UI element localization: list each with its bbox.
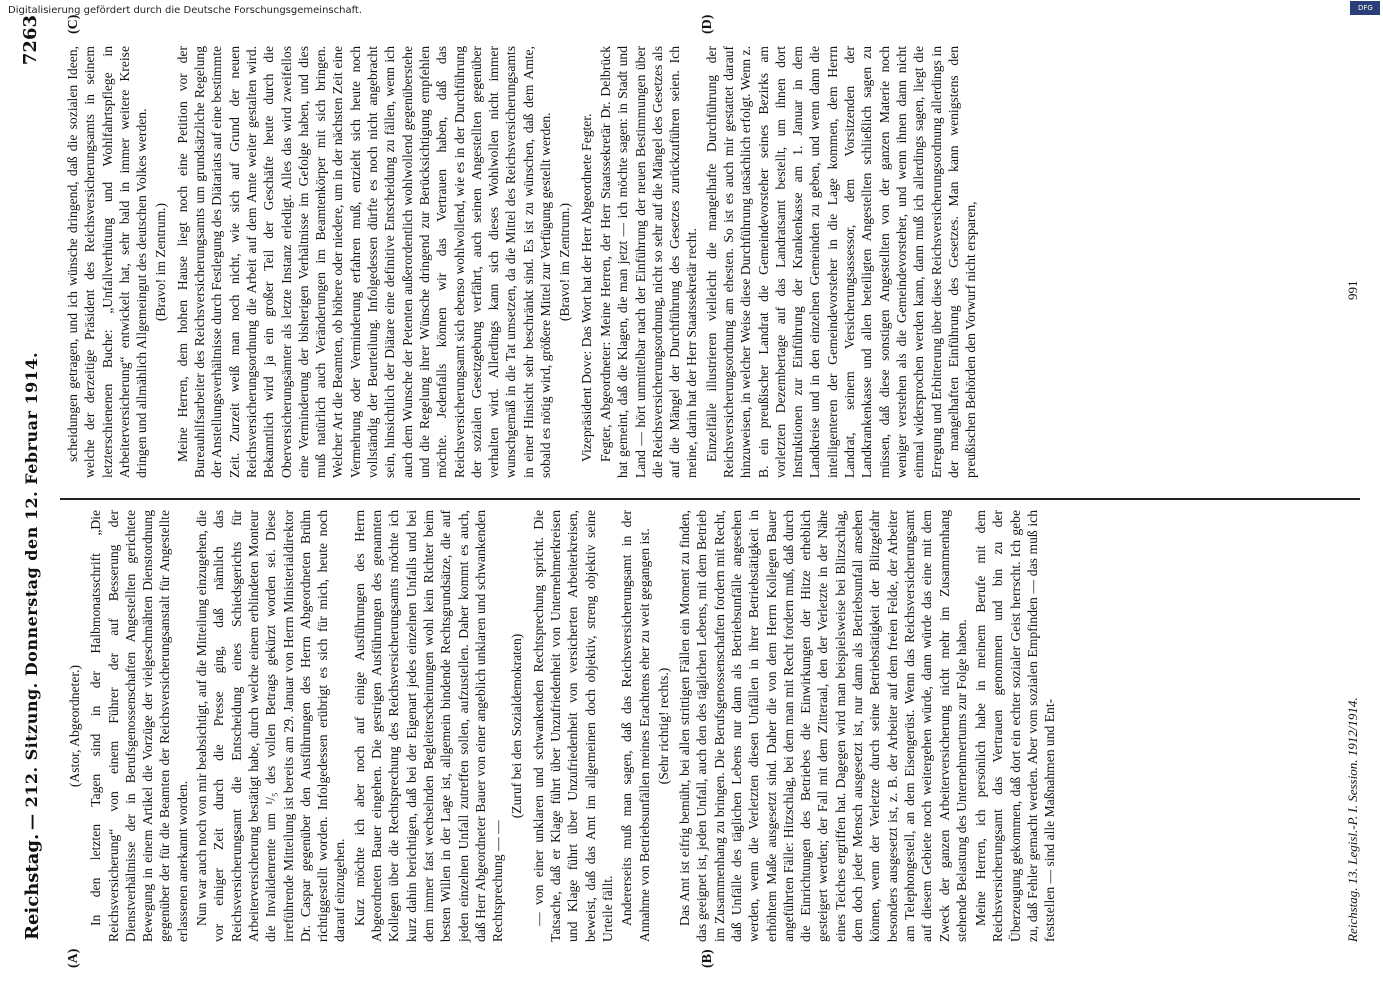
interjection: (Zuruf bei den Sozialdemokraten) — [509, 633, 525, 819]
footer-session: Reichstag. 13. Legisl.-P. I. Session. 1912/1914. — [1345, 697, 1360, 942]
paragraph: In den letzten Tagen sind in der Halbmonatsschrift „Die Reichsversicherung“ von einem Führer der auf Besserung der Dienstverhältnisse der in Berufsgenossenschaften Angestellten gerichtete Bewegung in einem Artikel die Vorzüge der vielgeschmähten Dienstordnung gegenüber der für die Beamten der Reichsversicherungsanstalt für Angestellte erlassenen anerkannt worden. — [88, 510, 190, 942]
footer-page-number: 991 — [1345, 280, 1360, 300]
column-divider — [60, 498, 1360, 500]
paragraph: Meine Herren, dem hohen Hause liegt noch eine Petition vor der Bureauhilfsarbeiter des Reichsversicherungsamts um grundsätzliche Regelung der Anstellungsverhältnisse durch Festlegung des Diätariats auf eine bestimmte Zeit. Zurzeit weiß man noch nicht, wie sich auf Grund der neuen Reichsversicherungsordnung die Arbeit auf dem Amte weiter gestalten wird. Bekanntlich wird ja ein großer Teil der Geschäfte heute durch die Oberversicherungsämter als letzte Instanz erledigt. Alles das wird zweifellos eine Verminderung der bisherigen Verhältnisse im Gefolge haben, und dies muß natürlich auch Veränderungen im Beamtenkörper mit sich bringen. Welcher Art die Beamten, ob höhere oder niedere, um in der nächsten Zeit eine Vermehrung oder Verminderung erfahren muß, entzieht sich heute noch vollständig der Beurteilung. Infolgedessen dürfte es noch nicht angebracht sein, hinsichtlich der Diätare eine definitive Entscheidung zu fällen, wenn ich auch dem Wunsche der Petenten außerordentlich wohlwollend gegenüberstehe und die Regelung ihrer Wünsche dringend zur Berücksichtigung empfehlen möchte. Jedenfalls können wir das Vertrauen haben, daß das Reichsversicherungsamt sich ebenso wohlwollend, wie es in der Durchführung der sozialen Gesetzgebung verfährt, auch seinen Angestellten gegenüber verhalten wird. Allerdings kann sich dieses Wohlwollen nicht immer wunschgemäß in die Tat umsetzen, da die Mittel des Reichsversicherungsamts in einer Hinsicht sehr beschränkt sind. Es ist zu wünschen, daß dem Amte, sobald es nötig wird, größere Mittel zur Verfügung gestellt werden. — [174, 46, 554, 478]
interjection: (Astor, Abgeordneter.) — [67, 664, 82, 788]
right-column — [64, 46, 981, 478]
margin-letter-c: (C) — [66, 14, 81, 34]
dfg-logo: DFG — [1350, 1, 1380, 15]
page-number: 7263 — [20, 15, 41, 66]
interjection: (Bravo! im Zentrum.) — [557, 202, 573, 322]
paragraph: Meine Herren, ich persönlich habe in meinem Berufe mit dem Reichsversicherungsamt das Vertrauen genommen und bin zu der Überzeugung gekommen, daß dort ein echter sozialer Geist herrscht. Ich gebe zu, daß Fehler gemacht werden. Aber vom sozialen Empfinden — das muß ich feststellen — sind alle Maßnahmen und Ent- — [973, 510, 1058, 942]
header-left: Reichstag. — [22, 833, 43, 940]
interjection: (Bravo! im Zentrum.) — [153, 202, 169, 322]
left-column — [64, 510, 1061, 942]
paragraph: scheidungen getragen, und ich wünsche dringend, daß die sozialen Ideen, welche der derzeitige Präsident des Reichsversicherungsamts in seinem letzterschienenen Buche: „Unfallverhütung und Wohlfahrtspflege in Arbeiterversicherung“ entwickelt hat, sehr bald in immer weitere Kreise dringen und allmählich Allgemeingut des deutschen Volkes werden. — [65, 46, 150, 478]
page-header — [12, 15, 52, 940]
paragraph: Nun war auch noch von mir beabsichtigt, auf die Mitteilung einzugehen, die vor einiger Zeit durch die Presse ging, daß nämlich das Reichsversicherungsamt die Entscheidung eines Schiedsgerichts für Arbeiterversicherung bestätigt habe, durch welche einem erblindeten Monteur die Invalidenrente um ¹/₅ des vollen Betrags gekürzt worden sei. Diese irreführende Mitteilung ist bereits am 29. Januar von Herrn Ministerialdirektor Dr. Caspar gegenüber den Ausführungen des Herrn Abgeordneten Brühn richtiggestellt worden. Infolgedessen erübrigt es sich für mich, heute noch darauf einzugehen. — [194, 510, 348, 942]
paragraph: Andererseits muß man sagen, daß das Reichsversicherungsamt in der Annahme von Betriebsunfällen meines Erachtens eher zu weit gegangen ist. — [619, 510, 652, 942]
paragraph: Einzelfälle illustrieren vielleicht die mangelhafte Durchführung der Reichsversicherungsordnung am ehesten. So ist es auch mir gestattet darauf hinzuweisen, in welcher Weise diese Durchführung tatsächlich erfolgt. Wenn z. B. ein preußischer Landrat die Gemeindevorsteher seines Bezirks am vorletzten Dezembertage auf das Landratsamt bestellt, um ihnen dort Instruktionen zur Einführung der Krankenkasse am 1. Januar in dem Landkreise und in den einzelnen Gemeinden zu geben, und wenn dann die intelligenteren der Gemeindevorsteher in die Lage kommen, dem Herrn Landrat, seinem Versicherungsassessor, dem Vorsitzenden der Landkrankenkasse und allen beteiligten Angestellten schließlich sagen zu müssen, daß diese sonstigen Angestellten von der ganzen Materie noch weniger verstehen als die Gemeindevorsteher, und wenn ihnen dann nicht einmal widersprochen werden kann, dann muß ich allerdings sagen, liegt die Erregung und Erbitterung über diese Reichsversicherungsordnung allerdings in der mangelhaften Einführung des Gesetzes. Man kann wenigstens den preußischen Behörden den Vorwurf nicht ersparen, — [703, 46, 979, 478]
paragraph: Kurz möchte ich aber noch auf einige Ausführungen des Herrn Abgeordneten Bauer eingehen. Die gestrigen Ausführungen des genannten Kollegen über die Rechtsprechung des Reichsversicherungsamts möchte ich kurz dahin berichtigen, daß bei der Eigenart jedes einzelnen Unfalls und bei dem immer fast wechselnden Begleiterscheinungen wohl kein Richter beim besten Willen in der Lage ist, allgemein bindende Rechtsgrundsätze, die auf jeden einzelnen Unfall zutreffen sollen, aufzustellen. Daher kommt es auch, daß Herr Abgeordneter Bauer von einer angeblich unklaren und schwankenden Rechtsprechung — — — [351, 510, 506, 942]
digitization-note: Digitalisierung gefördert durch die Deutsche Forschungsgemeinschaft. — [8, 5, 363, 16]
paragraph: — von einer unklaren und schwankenden Rechtsprechung spricht. Die Tatsache, daß er Klage führt über Unzufriedenheit von Unternehmerkreisen und Klage führt über Unzufriedenheit von versicherten Arbeiterkreisen, beweist, daß das Amt im allgemeinen doch objektiv, streng objektiv seine Urteile fällt. — [530, 510, 615, 942]
paragraph: Vizepräsident Dove: Das Wort hat der Herr Abgeordnete Fegter. — [578, 113, 594, 462]
interjection: (Sehr richtig! rechts.) — [655, 667, 671, 785]
margin-letter-a: (A) — [66, 948, 81, 968]
paragraph: Fegter, Abgeordneter: Meine Herren, der Herr Staatssekretär Dr. Delbrück hat gemeint, daß die Klagen, die man jetzt — ich möchte sagen: in Stadt und Land — hört unmittelbar nach der Einführung der neuen Bestimmungen über die Reichsversicherungsordnung, nicht so sehr auf die Mängel des Gesetzes als auf die Mängel der Durchführung des Gesetzes zurückzuführen seien. Ich meine, darin hat der Herr Staatssekretär recht. — [597, 46, 700, 478]
header-center: — 212. Sitzung. Donnerstag den 12. Februar 1914. — [22, 351, 41, 830]
margin-letter-d: (D) — [700, 14, 715, 34]
paragraph: Das Amt ist eifrig bemüht, bei allen strittigen Fällen ein Moment zu finden, das geeignet ist, jeden Unfall, auch den des täglichen Lebens, mit dem Betrieb im Zusammenhang zu bringen. Die Berufsgenossenschaften fordern mit Recht, daß Unfälle des täglichen Lebens nur dann als Betriebsunfälle angesehen werden, wenn die Verletzten diesen Unfällen in ihrer Betriebstätigkeit in erhöhtem Maße ausgesetzt sind. Daher die von dem Herrn Kollegen Bauer angeführten Fälle: Hitzschlag, bei dem man mit Recht fordern muß, daß durch die Einrichtungen des Betriebes die Einwirkungen der Hitze erheblich gesteigert werden; der Fall mit dem Zitteraal, den der Verletzte in der Nähe eines Teiches ergriffen hat. Dagegen wird man beispielsweise bei Blitzschlag, dem doch jeder Mensch ausgesetzt ist, nur dann als Betriebsunfall ansehen können, wenn der Verletzte durch seine Betriebstätigkeit der Blitzgefahr besonders ausgesetzt ist, z. B. der Arbeiter auf dem freien Felde, der Arbeiter am Telephongestell, an dem Eisengerüst. Wenn das Reichsversicherungsamt auf diesem Gebiete noch weitergehen würde, dann würde das eine mit dem Zweck der ganzen Arbeiterversicherung nicht mehr im Zusammenhang stehende Belastung des Unternehmertums zur Folge haben. — [677, 510, 969, 942]
margin-letter-b: (B) — [700, 949, 715, 968]
